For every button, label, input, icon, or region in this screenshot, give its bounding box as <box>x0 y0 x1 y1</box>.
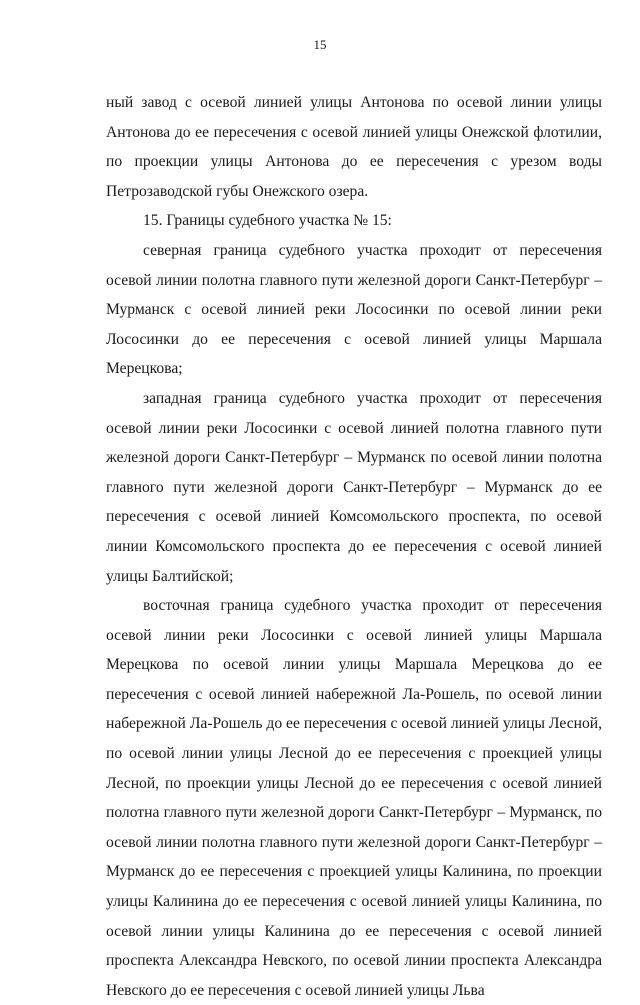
paragraph-northern-boundary: северная граница судебного участка проходит от пересечения осевой линии полотна главного пути железной дороги Санкт-Петербург – Мурманск с осевой линией реки Лососинки по осевой линии реки Лососинки до ее пересечения с осевой линией улицы Маршала Мерецкова; <box>106 241 602 378</box>
page-number: 15 <box>313 37 327 52</box>
section-heading-15: 15. Границы судебного участка № 15: <box>143 212 392 230</box>
paragraph-eastern-boundary: восточная граница судебного участка проходит от пересечения осевой линии реки Лососинки с осевой линией улицы Маршала Мерецкова по осевой линии улицы Маршала Мерецкова до ее пересечения с осевой линией набережной Ла-Рошель, по осевой линии набережной Ла-Рошель до ее пересечения с осевой линией улицы Лесной, по осевой линии улицы Лесной до ее пересечения с проекцией улицы Лесной, по проекции улицы Лесной до ее пересечения с осевой линией полотна главного пути железной дороги Санкт-Петербург – Мурманск, по осевой линии полотна главного пути железной дороги Санкт-Петербург – Мурманск до ее пересечения с проекцией улицы Калинина, по проекции улицы Калинина до ее пересечения с осевой линией улицы Калинина, по осевой линии улицы Калинина до ее пересечения с осевой линией проспекта Александра Невского, по осевой линии проспекта Александра Невского до ее пересечения с осевой линией улицы Льва <box>106 597 602 999</box>
document-body <box>106 88 602 1005</box>
paragraph-western-boundary: западная граница судебного участка проходит от пересечения осевой линии реки Лососинки с осевой линией полотна главного пути железной дороги Санкт-Петербург – Мурманск по осевой линии полотна главного пути железной дороги Санкт-Петербург – Мурманск до ее пересечения с осевой линией Комсомольского проспекта, по осевой линии Комсомольского проспекта до ее пересечения с осевой линией улицы Балтийской; <box>106 389 602 585</box>
paragraph-continuation: ный завод с осевой линией улицы Антонова по осевой линии улицы Антонова до ее пересечения с осевой линией улицы Онежской флотилии, по проекции улицы Антонова до ее пересечения с урезом воды Петрозаводской губы Онежского озера. <box>106 94 602 200</box>
